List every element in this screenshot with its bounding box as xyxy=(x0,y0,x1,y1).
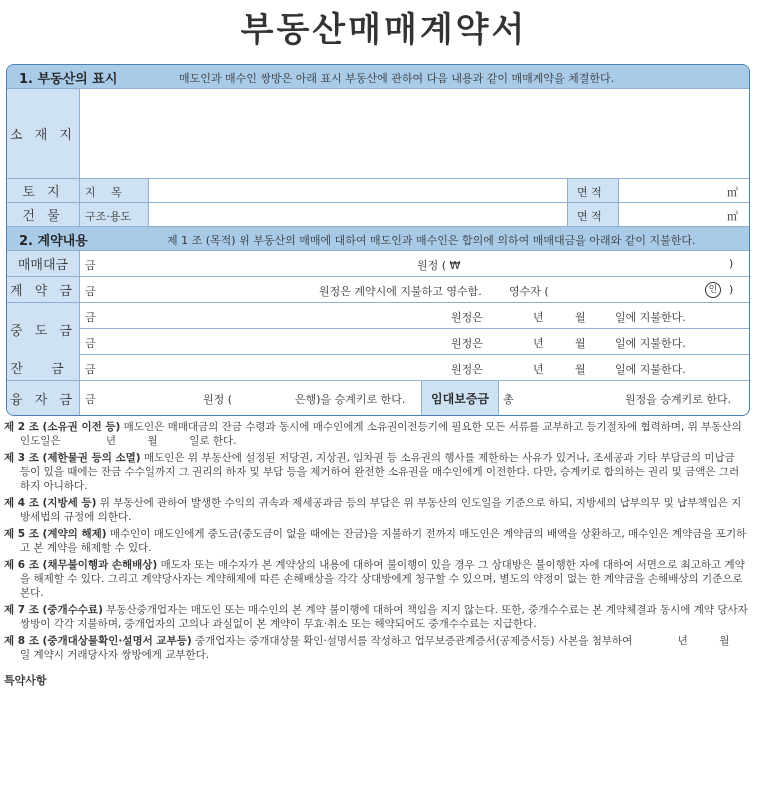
interim2-won: 원정은 xyxy=(451,337,483,350)
clause-head: 제 5 조 (계약의 해제) xyxy=(4,528,107,540)
interim2-day: 일에 지불한다. xyxy=(615,337,686,350)
clause-5 xyxy=(4,527,748,555)
building-structure-label: 구조·용도 xyxy=(85,210,132,223)
building-area-unit: ㎡ xyxy=(727,210,738,223)
deposit-row xyxy=(7,277,749,303)
sale-price-label: 매매대금 xyxy=(7,251,80,276)
section1-title: 1. 부동산의 표시 xyxy=(19,72,118,87)
clause-body: 매수인이 매도인에게 중도금(중도금이 없을 때에는 잔금)을 지불하기 전까지 매도인은 계약금의 배액을 상환하고, 매수인은 계약금을 포기하고 본 계약을 해제할 수 있다. xyxy=(20,528,747,554)
clause-body: 매도인은 매매대금의 잔금 수령과 동시에 매수인에게 소유권이전등기에 필요한 모든 서류를 교부하고 등기절차에 협력하며, 위 부동산의 인도일은 년 월 일로 한다. xyxy=(20,421,742,447)
building-row xyxy=(7,203,749,227)
clause-body: 중개업자는 중개대상물 확인·설명서를 작성하고 업무보증관계증서(공제증서등) 사본을 첨부하여 년 월 일 계약시 거래당사자 쌍방에게 교부한다. xyxy=(20,635,761,661)
balance-month: 월 xyxy=(575,363,586,376)
interim1-prefix: 금 xyxy=(85,311,96,324)
interim-row-1 xyxy=(7,303,749,329)
land-category-label: 지 목 xyxy=(85,186,128,199)
interim2-year: 년 xyxy=(533,337,544,350)
deposit-text: 원정은 계약시에 지불하고 영수함. xyxy=(319,285,482,298)
balance-row xyxy=(7,355,749,381)
balance-day: 일에 지불한다. xyxy=(615,363,686,376)
deposit-receiver: 영수자 ( xyxy=(509,285,549,298)
sale-price-row xyxy=(7,251,749,277)
location-label: 소 재 지 xyxy=(7,89,80,178)
land-label: 토 지 xyxy=(7,179,80,202)
interim-row-2 xyxy=(7,329,749,355)
balance-label: 잔 금 xyxy=(7,355,80,380)
clause-head: 제 8 조 (중개대상물확인·설명서 교부등) xyxy=(4,635,192,647)
clause-body: 위 부동산에 관하여 발생한 수익의 귀속과 제세공과금 등의 부담은 위 부동산의 인도일을 기준으로 하되, 지방세의 납부의무 및 납부책임은 지방세법의 규정에 의한다. xyxy=(20,497,742,523)
loan-row xyxy=(7,381,749,415)
building-area-label: 면 적 xyxy=(577,210,602,223)
balance-year: 년 xyxy=(533,363,544,376)
deposit-prefix: 금 xyxy=(85,285,96,298)
interim-label: 중 도 금 xyxy=(7,303,80,356)
clause-body: 매도인은 위 부동산에 설정된 저당권, 지상권, 임차권 등 소유권의 행사를 제한하는 사유가 있거나, 조세공과 기타 부담금의 미납금 등이 있을 때에는 잔금 수수일까지 그 권리의 하자 및 부담 등을 제거하여 완전한 소유권을 매수인에게 이전한다. 다만, 승계키로 합의하는 권리 및 금액은 그러하지 아니하다. xyxy=(20,452,740,492)
interim2-month: 월 xyxy=(575,337,586,350)
loan-won: 원정 ( xyxy=(203,393,233,406)
document-title: 부동산매매계약서 xyxy=(240,10,528,50)
lease-text: 원정을 승계키로 한다. xyxy=(625,393,732,406)
interim2-prefix: 금 xyxy=(85,337,96,350)
clause-body: 부동산중개업자는 매도인 또는 매수인의 본 계약 불이행에 대하여 책임을 지지 않는다. 또한, 중개수수료는 본 계약체결과 동시에 계약 당사자 쌍방이 각각 지불하며, 중개업자의 고의나 과실없이 본 계약이 무효·취소 또는 해약되어도 중개수수료는 지급한다. xyxy=(20,604,748,630)
clause-2 xyxy=(4,420,748,448)
balance-prefix: 금 xyxy=(85,363,96,376)
sale-price-prefix: 금 xyxy=(85,259,96,272)
section2-title: 2. 계약내용 xyxy=(19,234,88,249)
loan-bank: 은행)을 승계키로 한다. xyxy=(295,393,406,406)
lease-prefix: 총 xyxy=(503,393,514,406)
interim1-month: 월 xyxy=(575,311,586,324)
special-terms-heading: 특약사항 xyxy=(4,674,47,687)
building-label: 건 물 xyxy=(7,203,80,226)
section2-header xyxy=(7,227,749,251)
interim1-day: 일에 지불한다. xyxy=(615,311,686,324)
clauses-list xyxy=(4,420,761,665)
land-area-label: 면 적 xyxy=(577,186,602,199)
sale-price-won: 원정 ( ₩ xyxy=(417,259,461,272)
interim1-year: 년 xyxy=(533,311,544,324)
loan-prefix: 금 xyxy=(85,393,96,406)
lease-deposit-label: 임대보증금 xyxy=(421,381,499,415)
land-row xyxy=(7,179,749,203)
clause-7 xyxy=(4,603,748,631)
clause-8 xyxy=(4,634,761,662)
clause-body: 매도자 또는 매수자가 본 계약상의 내용에 대하여 불이행이 있을 경우 그 상대방은 불이행한 자에 대하여 서면으로 최고하고 계약을 해제할 수 있다. 그리고 계약당사자는 계약해제에 따른 손해배상을 각각 상대방에게 청구할 수 있으며, 별도의 약정이 없는 한 계약금을 손해배상의 기준으로 본다. xyxy=(20,559,745,599)
clause-6 xyxy=(4,558,748,600)
section1-header xyxy=(7,65,749,89)
clause-head: 제 3 조 (제한물권 등의 소멸) xyxy=(4,452,141,464)
loan-label: 융 자 금 xyxy=(7,381,80,415)
contract-form-table xyxy=(6,64,750,416)
deposit-close: ) xyxy=(729,283,734,296)
location-row xyxy=(7,89,749,179)
land-area-unit: ㎡ xyxy=(727,186,738,199)
sale-price-close: ) xyxy=(729,257,734,270)
section1-intro: 매도인과 매수인 쌍방은 아래 표시 부동산에 관하여 다음 내용과 같이 매매계약을 체결한다. xyxy=(179,72,615,85)
clause-head: 제 6 조 (채무불이행과 손해배상) xyxy=(4,559,158,571)
clause-3 xyxy=(4,451,748,493)
deposit-label: 계 약 금 xyxy=(7,277,80,302)
interim1-won: 원정은 xyxy=(451,311,483,324)
seal-mark: 인 xyxy=(705,282,721,298)
article1-text: 제 1 조 (목적) 위 부동산의 매매에 대하여 매도인과 매수인은 합의에 의하여 매매대금을 아래와 같이 지불한다. xyxy=(167,234,696,247)
clause-head: 제 4 조 (지방세 등) xyxy=(4,497,97,509)
clause-4 xyxy=(4,496,748,524)
balance-won: 원정은 xyxy=(451,363,483,376)
clause-head: 제 7 조 (중개수수료) xyxy=(4,604,103,616)
clause-head: 제 2 조 (소유권 이전 등) xyxy=(4,421,121,433)
